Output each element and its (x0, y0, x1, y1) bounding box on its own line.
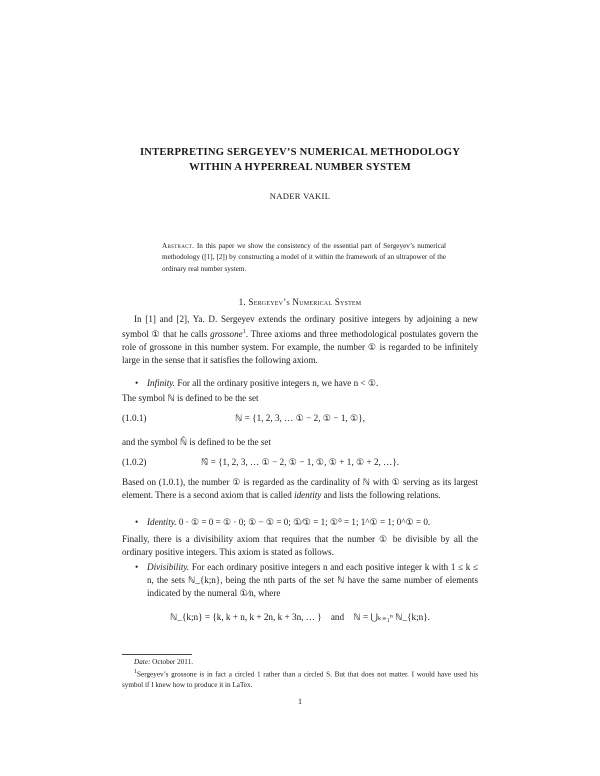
set-nhat-intro: and the symbol ℕ̂ is defined to be the set (122, 437, 271, 447)
footnote-date (122, 657, 478, 668)
footnote-number: 1 (134, 669, 137, 675)
abstract (162, 241, 446, 275)
abstract-text: In this paper we show the consistency of the essential part of Sergeyev’s numerical methodology ([1], [2]) by constructing a model of it within the framework of an ultrapower of the ordinary real number system. (162, 242, 447, 273)
footnote-1-text: Sergeyev’s grossone is in fact a circled 1 rather than a circled S. But that does not matter. I would have used his symbol if I knew how to produce it in LaTex. (122, 670, 478, 689)
equation-and: and (330, 612, 345, 622)
bullet-icon: • (135, 517, 139, 527)
footnote-rule (122, 654, 192, 655)
bullet-icon: • (135, 562, 139, 572)
paragraph-divisibility: Finally, there is a divisibility axiom that requires that the number ① be divisible by all the ordinary positive integers. This axiom is stated as follows. (122, 534, 478, 558)
grossone-term: grossone (210, 329, 243, 340)
date-value: October 2011. (152, 658, 194, 666)
axiom-divisibility (135, 561, 478, 600)
axiom-divisibility-text: For each ordinary positive integers n and each positive integer k with 1 ≤ k ≤ n, the sets ℕ_{k;n}, being the nth parts of the set ℕ have the same number of elements indicated by the numeral ①⁄n, where (147, 562, 478, 599)
para2-text-a: Based on (1.0.1), the number ① is regarded as the cardinality of ℕ with ① serving as its largest element. There is a second axiom that is called (122, 477, 478, 501)
equation-right: ℕ = ⋃ₖ₌₁ⁿ ℕ_{k;n}. (353, 612, 430, 622)
abstract-label: Abstract. (162, 242, 195, 250)
equation-left: ℕ_{k;n} = {k, k + n, k + 2n, k + 3n, … } (170, 612, 322, 622)
axiom-identity-text: 0 · ① = 0 = ① · 0; ① − ① = 0; ①⁄① = 1; ①⁰ = 1; 1^① = 1; 0^① = 0. (178, 517, 431, 527)
footnote-1 (122, 667, 478, 690)
axiom-divisibility-label: Divisibility. (147, 562, 190, 572)
axiom-infinity (135, 377, 478, 390)
equation-1-0-2 (122, 457, 478, 471)
equation-number: (1.0.1) (122, 413, 147, 423)
equation-number: (1.0.2) (122, 457, 147, 467)
author-name: NADER VAKIL (269, 191, 331, 201)
axiom-infinity-label: Infinity. (147, 378, 176, 388)
equation-nth-parts (122, 612, 478, 623)
page-number: 1 (298, 697, 302, 706)
date-label: Date: (134, 658, 151, 666)
footnote-marker-1: 1 (242, 329, 246, 336)
axiom-identity-label: Identity. (147, 517, 177, 527)
paragraph-intro (122, 313, 478, 367)
identity-term: identity (294, 490, 322, 501)
equation-1-0-1 (122, 413, 478, 427)
equation-body: ℕ = {1, 2, 3, … ① − 2, ① − 1, ①}, (235, 413, 365, 423)
para1-text-a: In [1] and [2], Ya. D. Sergeyev extends the ordinary positive integers by adjoining a new symbol ① that he calls (122, 314, 478, 340)
para2-text-b: and lists the following relations. (323, 490, 441, 501)
paper-title-line-2: WITHIN A HYPERREAL NUMBER SYSTEM (189, 162, 411, 173)
equation-body: ℕ̂ = {1, 2, 3, … ① − 2, ① − 1, ①, ① + 1, ① + 2, …}. (200, 457, 400, 467)
paper-title-line-1: INTERPRETING SERGEYEV’S NUMERICAL METHODOLOGY (139, 147, 461, 158)
para1-text-b: . Three axioms and three methodological postulates govern the role of grossone in this number system. For example, the number ① is regarded to be infinitely large in the sense that it satisfies the following axiom. (122, 329, 479, 366)
section-heading: 1. Sergeyev’s Numerical System (238, 297, 362, 307)
axiom-infinity-text: For all the ordinary positive integers n, we have n < ①. (177, 378, 379, 388)
bullet-icon: • (135, 378, 139, 388)
set-n-intro: The symbol ℕ is defined to be the set (122, 393, 259, 403)
paragraph-cardinality (122, 476, 478, 502)
axiom-identity (135, 516, 478, 529)
